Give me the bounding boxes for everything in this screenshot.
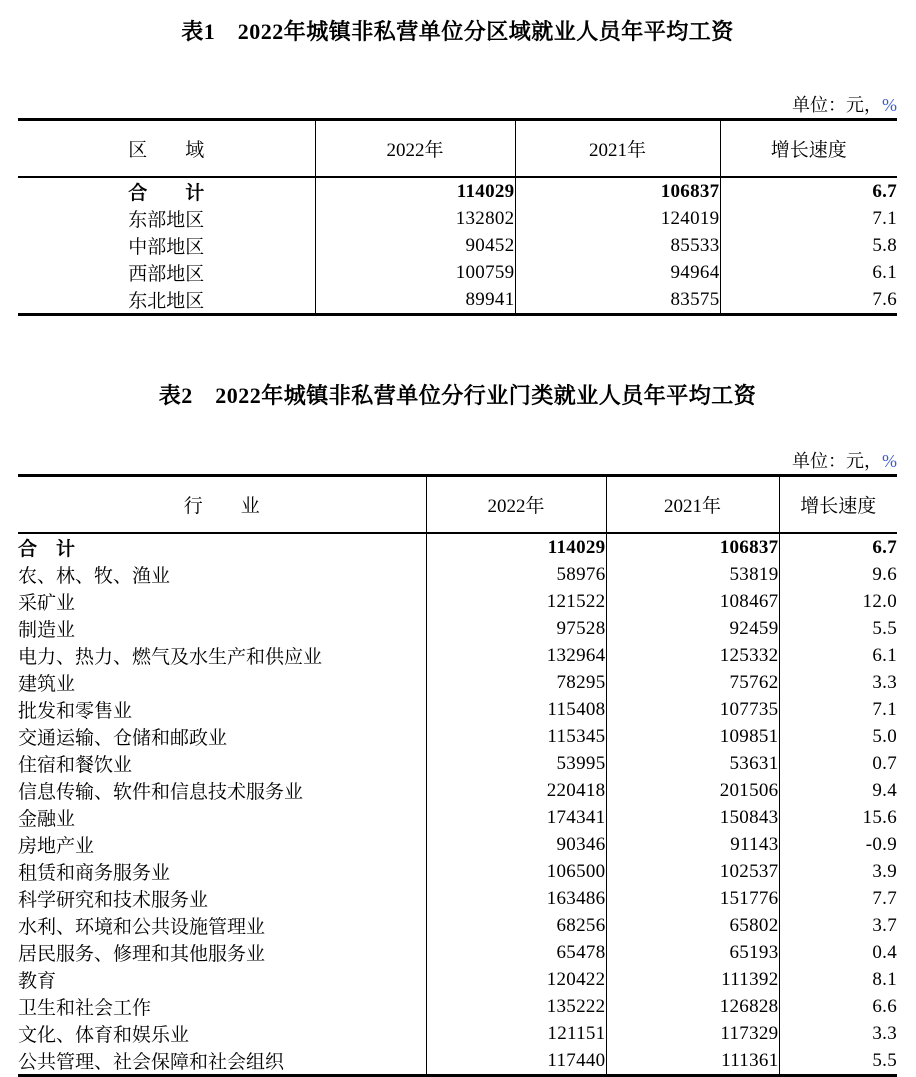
value-growth: 5.5 (872, 617, 897, 639)
value-2022: 68256 (426, 912, 606, 939)
value-2022: 163486 (426, 885, 606, 912)
row-label: 水利、环境和公共设施管理业 (18, 912, 426, 939)
row-label: 采矿业 (18, 588, 426, 615)
value-2021: 106837 (606, 533, 779, 561)
table1-row (18, 177, 897, 205)
value-2021: 125332 (606, 642, 779, 669)
value-2021: 109851 (606, 723, 779, 750)
table2-header-row (18, 476, 897, 534)
table2-row (18, 723, 897, 750)
row-label: 中部地区 (18, 232, 315, 259)
value-2022: 220418 (426, 777, 606, 804)
row-label: 金融业 (18, 804, 426, 831)
value-2022: 90452 (315, 232, 515, 259)
value-2021: 102537 (606, 858, 779, 885)
value-2021: 53631 (606, 750, 779, 777)
table2-header-growth: 增长速度 (800, 496, 877, 517)
table2-row (18, 588, 897, 615)
value-2022: 135222 (426, 993, 606, 1020)
value-2022: 53995 (426, 750, 606, 777)
value-2022: 115408 (426, 696, 606, 723)
table2-row (18, 804, 897, 831)
value-growth: 5.5 (872, 1049, 897, 1071)
value-2021: 85533 (515, 232, 720, 259)
value-2021: 111361 (606, 1047, 779, 1076)
row-label: 卫生和社会工作 (18, 993, 426, 1020)
table2-row (18, 561, 897, 588)
value-growth: 6.7 (872, 180, 897, 202)
value-2022: 58976 (426, 561, 606, 588)
value-2022: 89941 (315, 286, 515, 315)
value-growth: 7.1 (872, 207, 897, 229)
row-label: 公共管理、社会保障和社会组织 (18, 1047, 426, 1076)
value-2022: 174341 (426, 804, 606, 831)
row-label: 交通运输、仓储和邮政业 (18, 723, 426, 750)
value-2021: 126828 (606, 993, 779, 1020)
row-label: 电力、热力、燃气及水生产和供应业 (18, 642, 426, 669)
value-growth: 5.0 (872, 725, 897, 747)
table1-header-2021: 2021年 (515, 120, 720, 178)
table2-row (18, 696, 897, 723)
value-growth: 3.9 (872, 860, 897, 882)
table2-row (18, 831, 897, 858)
value-growth: 9.4 (872, 779, 897, 801)
table2-row (18, 1047, 897, 1076)
percent-sign: % (882, 451, 897, 471)
value-2021: 124019 (515, 205, 720, 232)
value-2022: 132802 (315, 205, 515, 232)
value-2022: 121151 (426, 1020, 606, 1047)
row-label: 租赁和商务服务业 (18, 858, 426, 885)
row-label: 科学研究和技术服务业 (18, 885, 426, 912)
row-label: 建筑业 (18, 669, 426, 696)
value-2021: 91143 (606, 831, 779, 858)
table2-header-2021: 2021年 (606, 476, 779, 534)
value-growth: 3.3 (872, 671, 897, 693)
row-label: 教育 (18, 966, 426, 993)
value-growth: 7.1 (872, 698, 897, 720)
value-growth: 0.4 (872, 941, 897, 963)
value-2022: 97528 (426, 615, 606, 642)
table1-row (18, 259, 897, 286)
value-2022: 114029 (426, 533, 606, 561)
value-2021: 117329 (606, 1020, 779, 1047)
row-label: 东部地区 (18, 205, 315, 232)
row-label: 东北地区 (18, 286, 315, 315)
value-2022: 65478 (426, 939, 606, 966)
row-label: 房地产业 (18, 831, 426, 858)
value-growth: 6.7 (872, 536, 897, 558)
table2-header-industry: 行 业 (18, 476, 426, 534)
row-label: 制造业 (18, 615, 426, 642)
value-growth: 0.7 (872, 752, 897, 774)
value-growth: 9.6 (872, 563, 897, 585)
value-2022: 106500 (426, 858, 606, 885)
table2-row (18, 966, 897, 993)
table1-row (18, 232, 897, 259)
table2-industry-wage-table (18, 474, 897, 1077)
table1-unit-note (18, 95, 897, 116)
value-growth: 3.3 (872, 1022, 897, 1044)
value-2021: 75762 (606, 669, 779, 696)
row-label: 住宿和餐饮业 (18, 750, 426, 777)
value-2021: 83575 (515, 286, 720, 315)
row-label: 合 计 (18, 177, 315, 205)
table2-header-2022: 2022年 (426, 476, 606, 534)
value-2021: 150843 (606, 804, 779, 831)
value-growth: 7.7 (872, 887, 897, 909)
value-2021: 94964 (515, 259, 720, 286)
value-growth: 8.1 (872, 968, 897, 990)
table2-row (18, 912, 897, 939)
table2-row (18, 669, 897, 696)
value-2022: 90346 (426, 831, 606, 858)
table1-row (18, 286, 897, 315)
table2-unit-note (18, 451, 897, 472)
table1-header-growth: 增长速度 (770, 140, 847, 161)
value-2022: 100759 (315, 259, 515, 286)
value-2021: 107735 (606, 696, 779, 723)
table1-header-row (18, 120, 897, 178)
table1-unit-label: 单位：元， (792, 95, 882, 115)
table2-row (18, 615, 897, 642)
table2-row (18, 642, 897, 669)
value-growth: 3.7 (872, 914, 897, 936)
table2-row (18, 858, 897, 885)
value-2021: 53819 (606, 561, 779, 588)
value-2022: 121522 (426, 588, 606, 615)
row-label: 批发和零售业 (18, 696, 426, 723)
table1-header-2022: 2022年 (315, 120, 515, 178)
value-2022: 78295 (426, 669, 606, 696)
table2-row (18, 533, 897, 561)
value-growth: 15.6 (862, 806, 897, 828)
table2-unit-label: 单位：元， (792, 451, 882, 471)
row-label: 西部地区 (18, 259, 315, 286)
value-2021: 92459 (606, 615, 779, 642)
value-2021: 108467 (606, 588, 779, 615)
value-2021: 201506 (606, 777, 779, 804)
table2-row (18, 885, 897, 912)
value-growth: 6.1 (872, 644, 897, 666)
table1-title: 表1 2022年城镇非私营单位分区域就业人员年平均工资 (181, 19, 734, 44)
table2-row (18, 939, 897, 966)
value-2021: 65193 (606, 939, 779, 966)
table2-row (18, 750, 897, 777)
value-growth: -0.9 (865, 833, 897, 855)
value-growth: 12.0 (862, 590, 897, 612)
value-growth: 6.1 (872, 261, 897, 283)
value-growth: 7.6 (872, 288, 897, 310)
table2-row (18, 993, 897, 1020)
value-2022: 132964 (426, 642, 606, 669)
row-label: 居民服务、修理和其他服务业 (18, 939, 426, 966)
value-2022: 117440 (426, 1047, 606, 1076)
value-2021: 151776 (606, 885, 779, 912)
value-growth: 5.8 (872, 234, 897, 256)
row-label: 文化、体育和娱乐业 (18, 1020, 426, 1047)
percent-sign: % (882, 95, 897, 115)
table1-row (18, 205, 897, 232)
table2-title: 表2 2022年城镇非私营单位分行业门类就业人员年平均工资 (158, 383, 757, 408)
value-2022: 120422 (426, 966, 606, 993)
row-label: 合 计 (18, 533, 426, 561)
row-label: 农、林、牧、渔业 (18, 561, 426, 588)
row-label: 信息传输、软件和信息技术服务业 (18, 777, 426, 804)
table2-row (18, 1020, 897, 1047)
value-2021: 106837 (515, 177, 720, 205)
table1-header-region: 区 域 (18, 120, 315, 178)
value-2022: 115345 (426, 723, 606, 750)
value-2021: 111392 (606, 966, 779, 993)
value-growth: 6.6 (872, 995, 897, 1017)
value-2021: 65802 (606, 912, 779, 939)
table1-region-wage-table (18, 118, 897, 316)
table2-row (18, 777, 897, 804)
value-2022: 114029 (315, 177, 515, 205)
